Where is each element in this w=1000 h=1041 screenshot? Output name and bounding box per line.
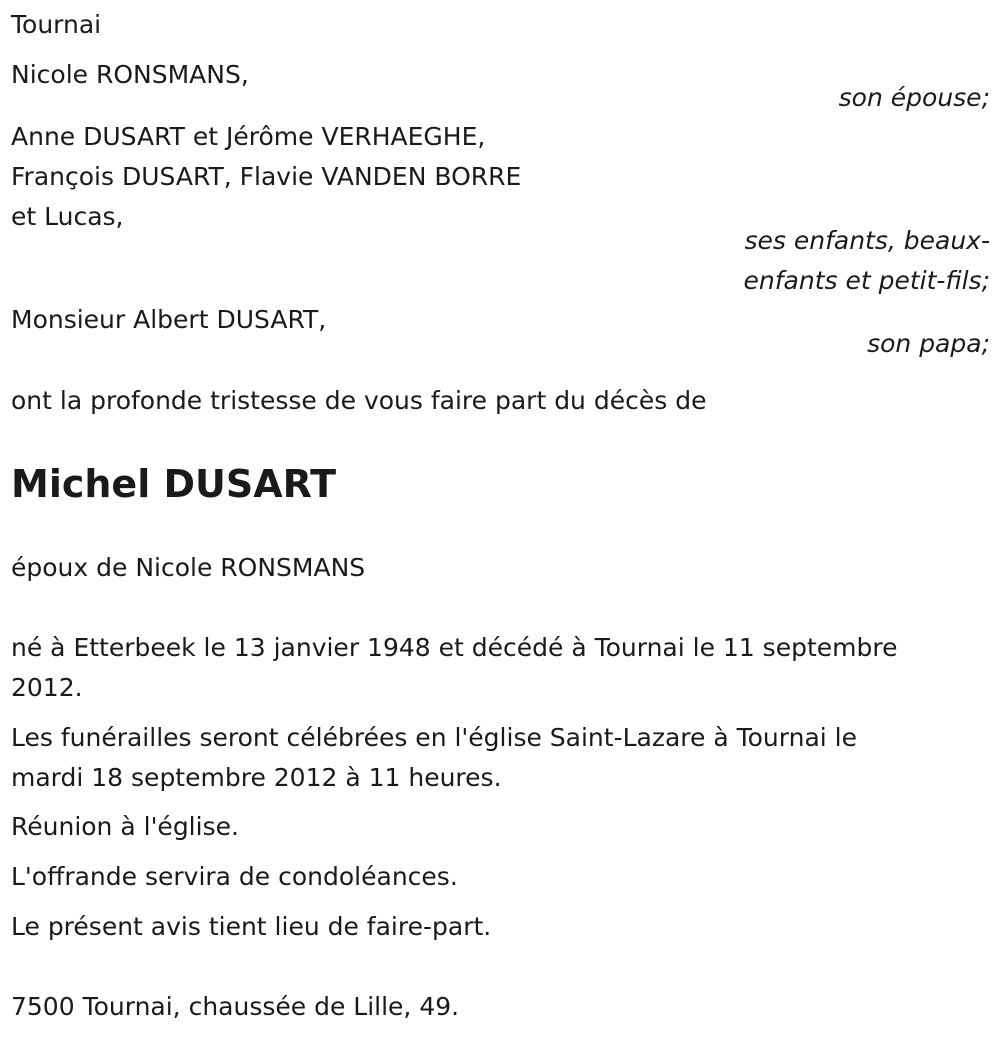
children-line-1: Anne DUSART et Jérôme VERHAEGHE, [11, 122, 486, 151]
birth-death-line-1: né à Etterbeek le 13 janvier 1948 et décédé à Tournai le 11 septembre [11, 633, 898, 662]
address-text: 7500 Tournai, chaussée de Lille, 49. [11, 992, 460, 1021]
deceased-name: Michel DUSART [11, 462, 337, 506]
children-role-line-2: enfants et petit-fils; [743, 266, 990, 295]
funeral-line-1: Les funérailles seront célébrées en l'église Saint-Lazare à Tournai le [11, 723, 857, 752]
wife-role: son épouse; [838, 83, 990, 112]
spouse-of-text: époux de Nicole RONSMANS [11, 553, 366, 582]
city-heading: Tournai [11, 10, 102, 39]
children-line-2: François DUSART, Flavie VANDEN BORRE [11, 162, 522, 191]
father-name: Monsieur Albert DUSART, [11, 305, 327, 334]
birth-death-line-2: 2012. [11, 673, 83, 702]
notice-text: Le présent avis tient lieu de faire-part. [11, 912, 492, 941]
meeting-text: Réunion à l'église. [11, 812, 239, 841]
announcement-text: ont la profonde tristesse de vous faire part du décès de [11, 386, 707, 415]
children-line-3: et Lucas, [11, 202, 124, 231]
father-role: son papa; [867, 329, 990, 358]
children-role-line-1: ses enfants, beaux- [744, 226, 990, 255]
funeral-line-2: mardi 18 septembre 2012 à 11 heures. [11, 763, 502, 792]
offering-text: L'offrande servira de condoléances. [11, 862, 458, 891]
wife-name: Nicole RONSMANS, [11, 60, 249, 89]
